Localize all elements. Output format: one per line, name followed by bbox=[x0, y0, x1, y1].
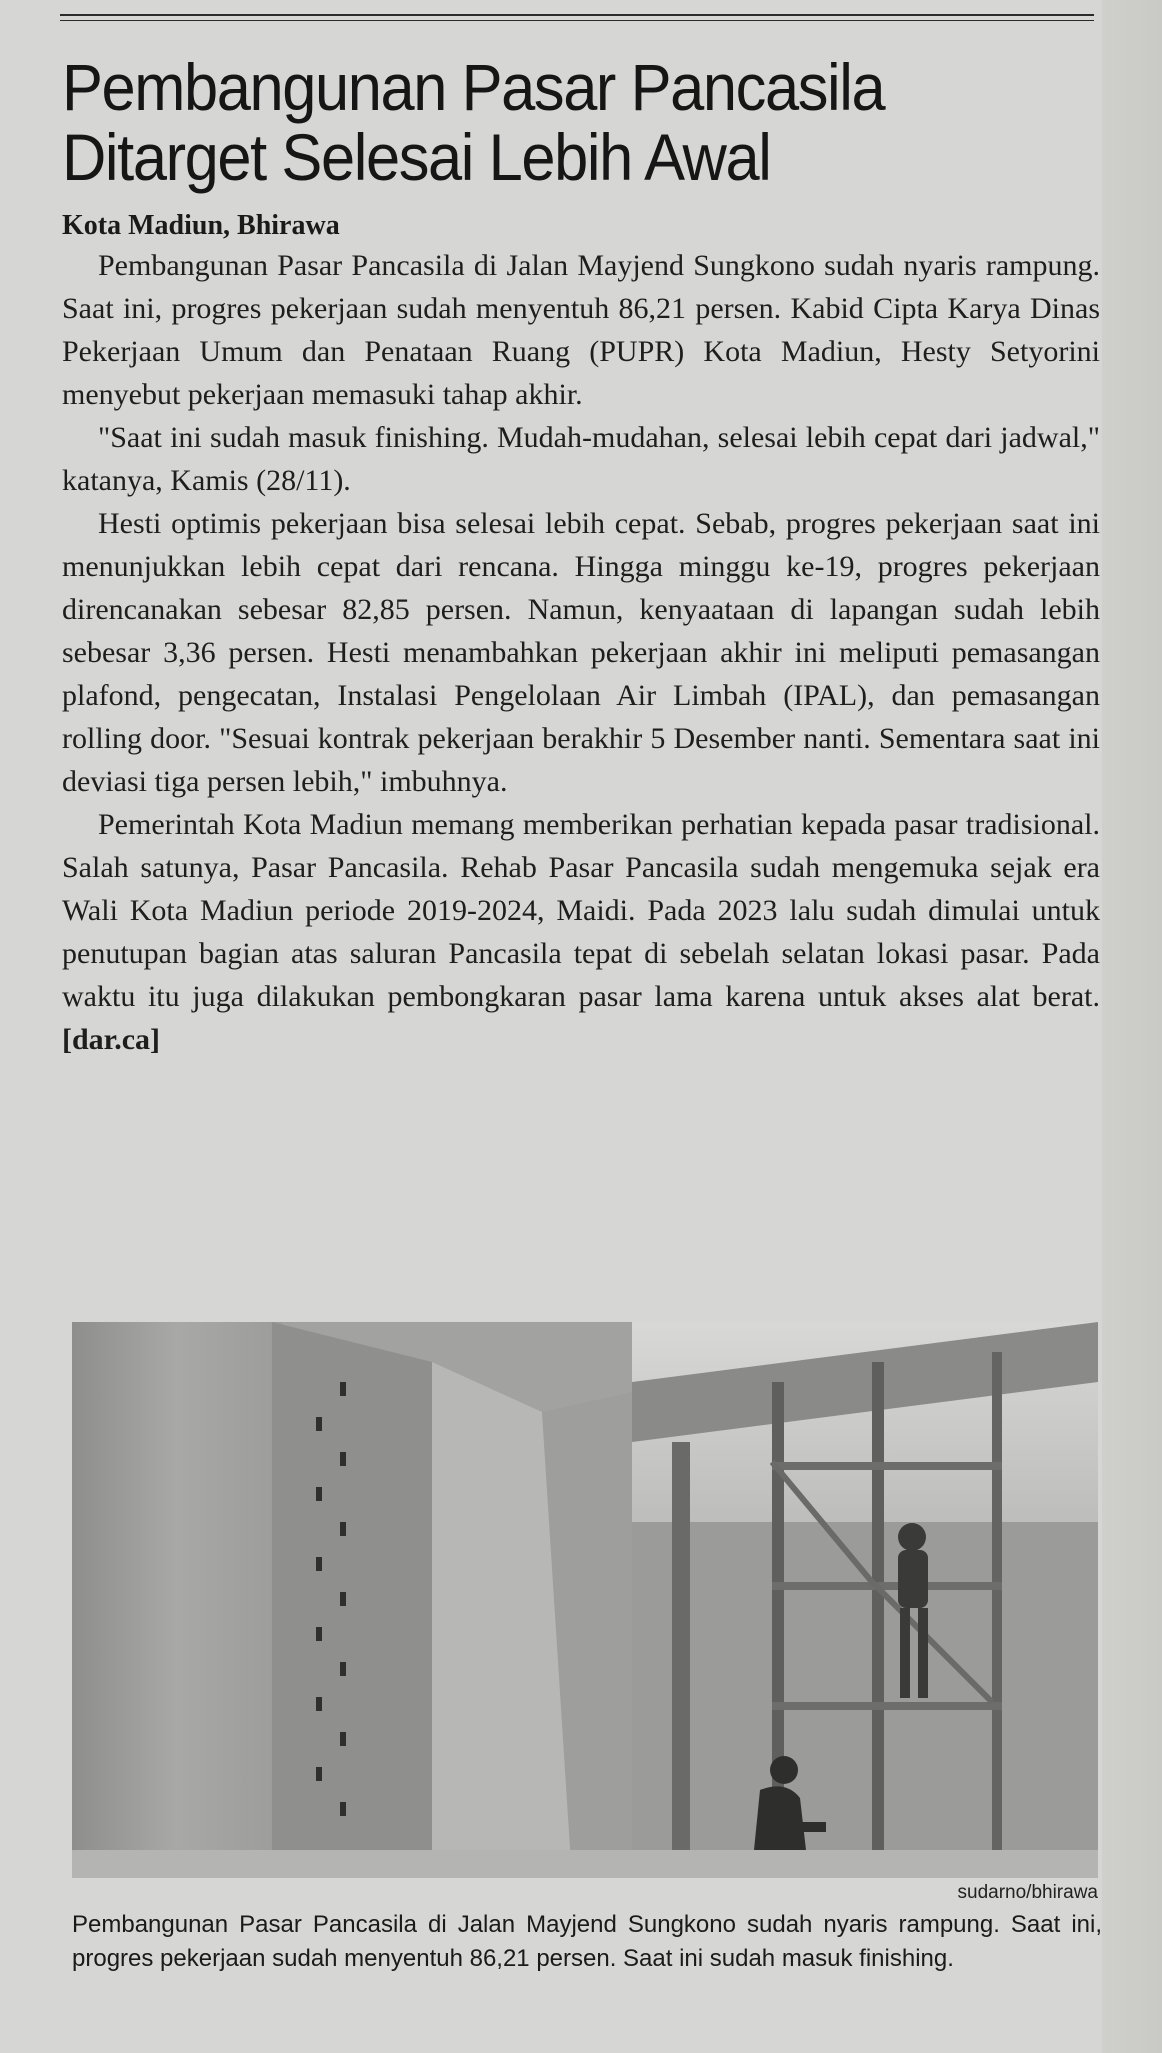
scaffold-bar-2 bbox=[772, 1582, 1002, 1590]
headline bbox=[62, 52, 1094, 192]
column-left bbox=[272, 1322, 432, 1878]
adjacent-column-bleed bbox=[1102, 0, 1162, 2053]
photo-credit: sudarno/bhirawa bbox=[957, 1882, 1098, 1903]
headline-line-1: Pembangunan Pasar Pancasila bbox=[62, 50, 885, 124]
floor bbox=[72, 1850, 1098, 1878]
paragraph-2: "Saat ini sudah masuk finishing. Mudah-mudahan, selesai lebih cepat dari jadwal," katanya, Kamis (28/11). bbox=[62, 421, 1100, 497]
scaffold-pole-1 bbox=[672, 1442, 690, 1878]
top-rule bbox=[60, 14, 1094, 16]
paragraph-4 bbox=[62, 803, 1100, 1061]
headline-line-2: Ditarget Selesai Lebih Awal bbox=[62, 120, 771, 194]
left-wall bbox=[72, 1322, 282, 1878]
author-signoff: [dar.ca] bbox=[62, 1023, 161, 1056]
paragraph-3: Hesti optimis pekerjaan bisa selesai lebih cepat. Sebab, progres pekerjaan saat ini menunjukkan lebih cepat dari rencana. Hingga minggu ke-19, progres pekerjaan direncanakan sebesar 82,85 persen. Namun, kenyaataan di lapangan sudah lebih sebesar 3,36 persen. Hesti menambahkan pekerjaan akhir ini meliputi pemasangan plafond, pengecatan, Instalasi Pengelolaan Air Limbah (IPAL), dan pemasangan rolling door. "Sesuai kontrak pekerjaan berakhir 5 Desember nanti. Sementara saat ini deviasi tiga persen lebih," imbuhnya. bbox=[62, 507, 1100, 798]
scaffold-bar-3 bbox=[772, 1702, 1002, 1710]
article-body bbox=[62, 244, 1100, 1061]
news-article bbox=[62, 52, 1100, 1061]
scaffold-pole-4 bbox=[992, 1352, 1002, 1878]
paragraph-4-text: Pemerintah Kota Madiun memang memberikan perhatian kepada pasar tradisional. Salah satunya, Pasar Pancasila. Rehab Pasar Pancasila sudah mengemuka sejak era Wali Kota Madiun periode 2019-2024, Maidi. Pada 2023 lalu sudah dimulai untuk penutupan bagian atas saluran Pancasila tepat di sebelah selatan lokasi pasar. Pada waktu itu juga dilakukan pembongkaran pasar lama karena untuk akses alat berat. bbox=[62, 808, 1100, 1013]
top-rule-thin bbox=[60, 20, 1094, 21]
construction-photo bbox=[72, 1322, 1098, 1878]
construction-photo-image bbox=[72, 1322, 1098, 1878]
dateline: Kota Madiun, Bhirawa bbox=[62, 210, 340, 241]
paragraph-1: Pembangunan Pasar Pancasila di Jalan Mayjend Sungkono sudah nyaris rampung. Saat ini, progres pekerjaan sudah menyentuh 86,21 persen. Kabid Cipta Karya Dinas Pekerjaan Umum dan Penataan Ruang (PUPR) Kota Madiun, Hesty Setyorini menyebut pekerjaan memasuki tahap akhir. bbox=[62, 249, 1100, 411]
scaffold-bar-1 bbox=[772, 1462, 1002, 1470]
photo-caption: Pembangunan Pasar Pancasila di Jalan Mayjend Sungkono sudah nyaris rampung. Saat ini, progres pekerjaan sudah menyentuh 86,21 persen. Saat ini sudah masuk finishing. bbox=[72, 1911, 1102, 1972]
scaffold-pole-3 bbox=[872, 1362, 884, 1878]
